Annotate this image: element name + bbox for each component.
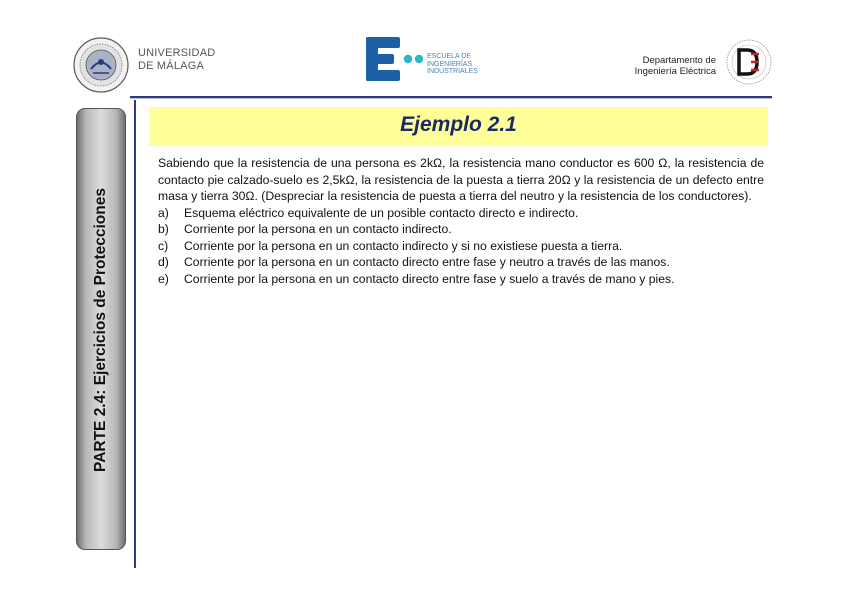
- task-label: c): [158, 238, 169, 253]
- department-name-line-1: Departamento de: [642, 55, 716, 66]
- department-name: [600, 55, 716, 77]
- department-seal-logo: [725, 38, 773, 86]
- exercise-intro: Sabiendo que la resistencia de una persona es 2kΩ, la resistencia mano conductor es 600 Ω, la resistencia de contacto pie calzado-suelo es 2,5kΩ, la resistencia de la puesta a tierra 20Ω y la resistencia de un defecto entre masa y tierra 30Ω. (Despreciar la resistencia de puesta a tierra del neutro y la resistencia de los conductores).: [158, 156, 764, 203]
- task-text: Corriente por la persona en un contacto directo entre fase y neutro a través de las manos.: [184, 255, 670, 269]
- header-divider-shadow: [130, 98, 772, 99]
- section-side-title: PARTE 2.4: Ejercicios de Protecciones: [92, 188, 109, 472]
- vertical-divider: [134, 100, 136, 568]
- slide-title: Ejemplo 2.1: [400, 113, 517, 136]
- department-name-line-2: Ingeniería Eléctrica: [634, 66, 716, 77]
- task-list: [158, 205, 764, 288]
- school-name-line-1: ESCUELA DE: [427, 53, 471, 60]
- school-name: [427, 53, 478, 76]
- task-text: Esquema eléctrico equivalente de un posible contacto directo e indirecto.: [184, 205, 579, 220]
- task-text: Corriente por la persona en un contacto indirecto y si no existiese puesta a tierra.: [184, 238, 623, 253]
- task-label: b): [158, 222, 169, 236]
- school-name-line-2: INGENIERÍAS: [427, 60, 473, 68]
- task-item: [158, 221, 764, 238]
- school-name-line-3: INDUSTRIALES: [427, 68, 478, 75]
- university-seal-logo: [72, 36, 130, 94]
- task-item: [158, 254, 764, 271]
- task-label: d): [158, 255, 169, 269]
- task-label: a): [158, 205, 169, 220]
- task-item: [158, 205, 764, 222]
- university-name-line-1: UNIVERSIDAD: [138, 47, 216, 59]
- university-name: [138, 47, 215, 72]
- exercise-statement: [158, 155, 764, 287]
- task-text: Corriente por la persona en un contacto indirecto.: [184, 222, 452, 236]
- university-name-line-2: DE MÁLAGA: [138, 59, 204, 72]
- task-item: [158, 238, 764, 255]
- task-item: [158, 271, 764, 288]
- task-label: e): [158, 271, 169, 286]
- task-text: Corriente por la persona en un contacto directo entre fase y suelo a través de mano y pies.: [184, 271, 675, 286]
